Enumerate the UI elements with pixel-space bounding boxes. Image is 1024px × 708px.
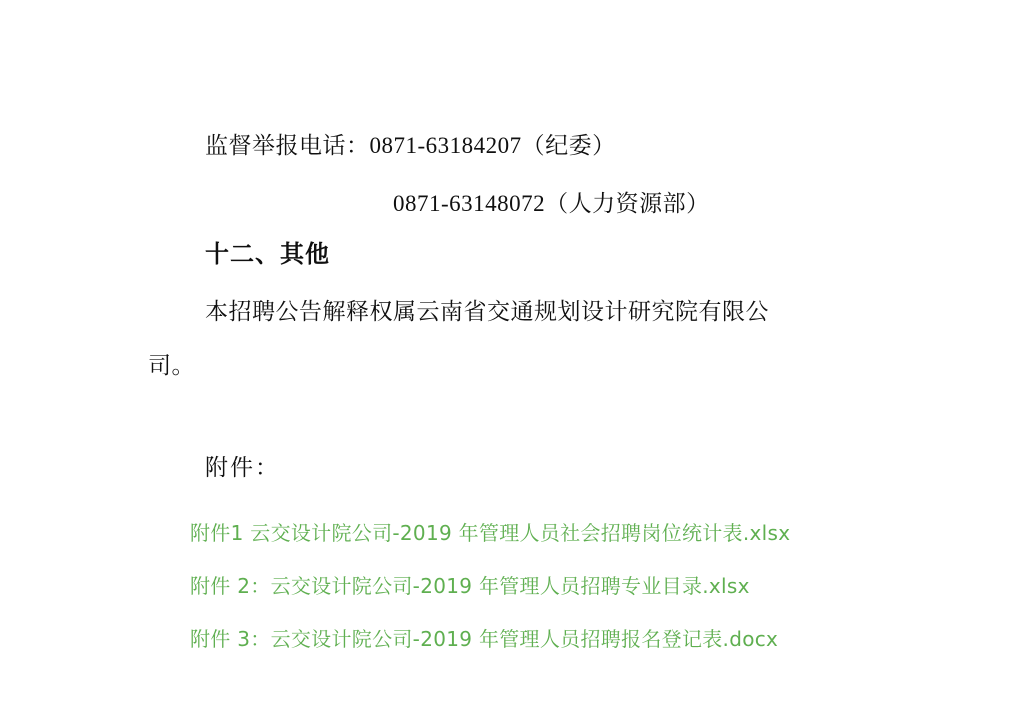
attachment-link-3[interactable]: 附件 3：云交设计院公司-2019 年管理人员招聘报名登记表.docx — [190, 627, 779, 651]
section-heading-other: 十二、其他 — [205, 242, 330, 268]
paragraph-explanation-line-2: 司。 — [148, 353, 195, 378]
attachment-link-2[interactable]: 附件 2：云交设计院公司-2019 年管理人员招聘专业目录.xlsx — [190, 574, 750, 598]
attachment-link-1[interactable]: 附件1 云交设计院公司-2019 年管理人员社会招聘岗位统计表.xlsx — [190, 521, 791, 545]
paragraph-supervision-phone-2: 0871-63148072（人力资源部） — [393, 191, 710, 216]
attachments-label: 附件： — [205, 455, 280, 480]
paragraph-explanation-line-1: 本招聘公告解释权属云南省交通规划设计研究院有限公 — [205, 299, 769, 324]
paragraph-supervision-phone-1: 监督举报电话：0871-63184207（纪委） — [205, 133, 616, 158]
